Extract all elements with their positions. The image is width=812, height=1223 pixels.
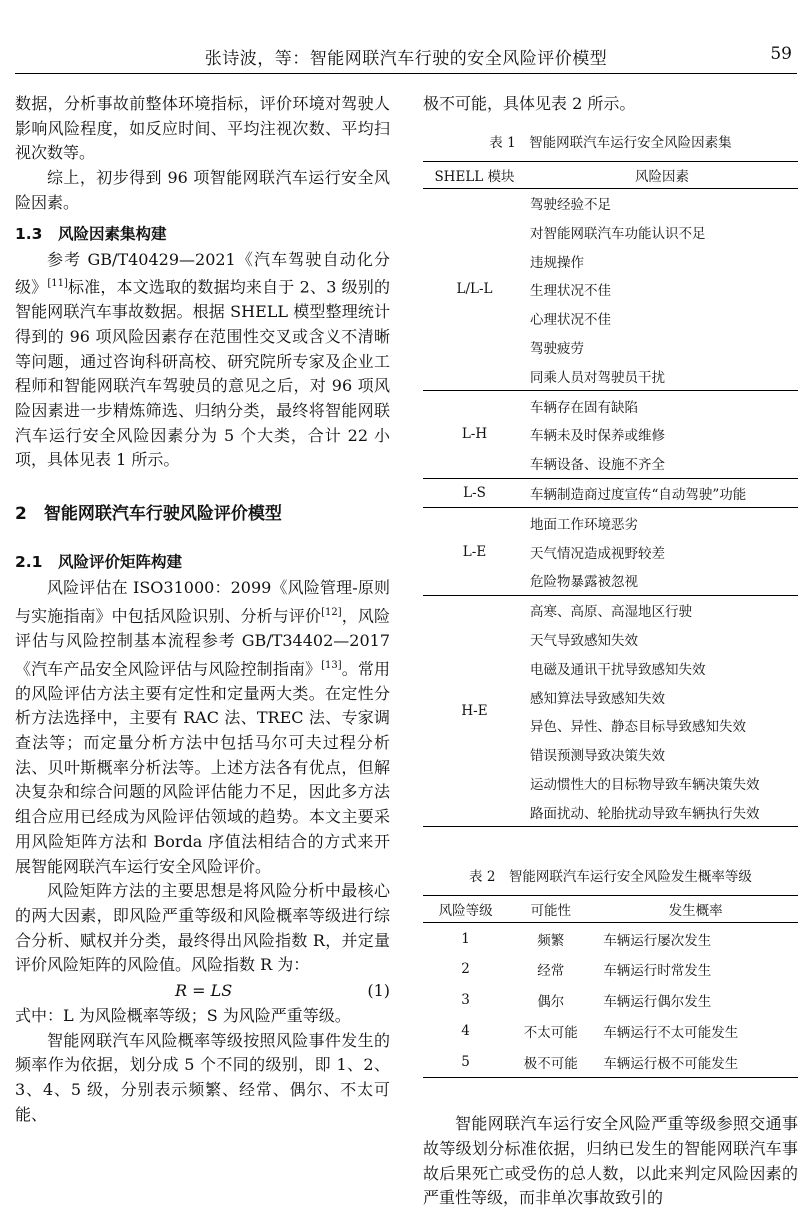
factor-group (423, 508, 798, 595)
occurrence-cell: 车辆运行极不可能发生 (603, 1055, 739, 1072)
running-title: 张诗波，等：智能网联汽车行驶的安全风险评价模型 (204, 49, 608, 69)
risk-factor-cell: 电磁及通讯干扰导致感知失效 (530, 661, 706, 678)
likelihood-cell: 不太可能 (523, 1025, 578, 1042)
risk-factor-cell: 危险物暴露被忽视 (530, 574, 638, 591)
table-row (423, 923, 798, 954)
paragraph: 式中：L 为风险概率等级；S 为风险严重等级。 (15, 1006, 351, 1026)
section-heading-1-3: 1.3 风险因素集构建 (15, 224, 167, 243)
table-row (423, 508, 798, 537)
equation-body: R = LS (175, 981, 233, 1001)
level-cell: 5 (461, 1053, 470, 1070)
risk-factor-cell: 对智能网联汽车功能认识不足 (530, 225, 706, 242)
level-cell: 1 (461, 930, 470, 947)
paragraph: 参考 GB/T40429—2021《汽车驾驶自动化分级》[11]标准，本文选取的数据均来自于 2、3 级别的智能网联汽车事故数据。根据 SHELL 模型整理统计得到的 96 项风险因素存在范围性交叉或含义不清晰等问题，通过咨询科研高校、研究院所专家及企业工程师和智能网联汽车驾驶员的意见之后，对 96 项风险因素进一步精炼筛选、归纳分类，最终将智能网联汽车运行安全风险因素分为 5 个大类，合计 22 小项，具体见表 1 所示。 (15, 249, 390, 470)
table-row (423, 1046, 798, 1077)
column-header: SHELL 模块 (434, 168, 515, 185)
risk-factor-cell: 同乘人员对驾驶员干扰 (530, 369, 665, 386)
risk-factor-cell: 高寒、高原、高湿地区行驶 (530, 604, 692, 621)
paragraph: 综上，初步得到 96 项智能网联汽车运行安全风险因素。 (15, 168, 390, 212)
risk-factor-cell: 车辆设备、设施不齐全 (530, 457, 665, 474)
table-1-caption: 表 1 智能网联汽车运行安全风险因素集 (489, 134, 732, 151)
column-header: 风险等级 (438, 903, 493, 920)
section-heading-2: 2 智能网联汽车行驶风险评价模型 (15, 504, 282, 525)
header-rule (15, 73, 797, 74)
shell-module-cell: L-H (461, 426, 488, 443)
table-row (423, 391, 798, 420)
shell-module-cell: L/L-L (456, 281, 493, 298)
likelihood-cell: 极不可能 (523, 1055, 578, 1072)
likelihood-cell: 经常 (537, 963, 565, 980)
table-row (423, 188, 798, 217)
citation-11: [11] (47, 278, 68, 290)
page-header (0, 0, 812, 70)
occurrence-cell: 车辆运行时常发生 (603, 963, 712, 980)
risk-factor-cell: 天气导致感知失效 (530, 633, 638, 650)
risk-factor-cell: 车辆存在固有缺陷 (530, 399, 638, 416)
paragraph: 数据，分析事故前整体环境指标，评价环境对驾驶人影响风险程度，如反应时间、平均注视次数、平均扫视次数等。 (15, 94, 390, 163)
equation-number: (1) (367, 981, 390, 1001)
factor-group (423, 595, 798, 826)
section-heading-2-1: 2.1 风险评价矩阵构建 (15, 553, 182, 572)
level-cell: 4 (461, 1023, 470, 1040)
risk-factor-cell: 感知算法导致感知失效 (530, 690, 665, 707)
column-header: 风险因素 (635, 168, 689, 185)
paragraph: 风险矩阵方法的主要思想是将风险分析中最核心的两大因素，即风险严重等级和风险概率等级进行综合分析、赋权并分类，最终得出风险指数 R，并定量评价风险矩阵的风险值。风险指数 R 为： (15, 881, 390, 975)
risk-factor-cell: 异色、异性、静态目标导致感知失效 (530, 719, 746, 736)
level-cell: 2 (461, 961, 470, 978)
factor-group (423, 478, 798, 508)
likelihood-cell: 偶尔 (537, 994, 565, 1011)
risk-factor-table (423, 161, 798, 828)
table-row (423, 985, 798, 1016)
occurrence-cell: 车辆运行不太可能发生 (603, 1025, 739, 1042)
paragraph: 风险评估在 ISO31000：2099《风险管理-原则与实施指南》中包括风险识别、分析与评价[12]，风险评估与风险控制基本流程参考 GB/T34402—2017《汽车产品安全风险评估与风险控制指南》[13]。常用的风险评估方法主要有定性和定量两大类。在定性分析方法选择中，主要有 RAC 法、TREC 法、专家调查法等；而定量分析方法中包括马尔可夫过程分析法、贝叶斯概率分析法等。上述方法各有优点，但解决复杂和综合问题的风险评估能力不足，因此多方法组合应用已经成为风险评估领域的趋势。本文主要采用风险矩阵方法和 Borda 序值法相结合的方式来开展智能网联汽车运行安全风险评价。 (15, 578, 390, 876)
level-cell: 3 (461, 992, 470, 1009)
shell-module-cell: H-E (461, 703, 488, 720)
left-column (15, 92, 390, 1128)
column-header: 可能性 (530, 903, 571, 920)
risk-factor-cell: 驾驶疲劳 (530, 341, 584, 358)
risk-factor-cell: 天气情况造成视野较差 (530, 545, 665, 562)
risk-factor-cell: 运动惯性大的目标物导致车辆决策失效 (530, 777, 760, 794)
risk-factor-cell: 错误预测导致决策失效 (530, 748, 665, 765)
risk-factor-cell: 违规操作 (530, 254, 584, 271)
citation-12: [12] (321, 606, 342, 618)
occurrence-cell: 车辆运行偶尔发生 (603, 994, 712, 1011)
factor-group (423, 391, 798, 478)
table-row (423, 954, 798, 985)
occurrence-cell: 车辆运行屡次发生 (603, 932, 712, 949)
risk-factor-cell: 地面工作环境恶劣 (530, 516, 638, 533)
risk-factor-cell: 生理状况不佳 (530, 283, 611, 300)
likelihood-cell: 频繁 (537, 932, 565, 949)
right-column (423, 92, 798, 1211)
risk-factor-cell: 驾驶经验不足 (530, 197, 611, 214)
shell-module-cell: L-S (463, 485, 486, 502)
risk-factor-cell: 车辆制造商过度宣传“自动驾驶”功能 (530, 487, 747, 504)
risk-factor-cell: 路面扰动、轮胎扰动导致车辆执行失效 (530, 805, 760, 822)
shell-module-cell: L-E (462, 543, 487, 560)
risk-factor-cell: 心理状况不佳 (530, 312, 611, 329)
paragraph: 极不可能，具体见表 2 所示。 (423, 94, 636, 113)
risk-factor-cell: 车辆未及时保养或维修 (530, 428, 665, 445)
paragraph: 智能网联汽车风险概率等级按照风险事件发生的频率作为依据，划分成 5 个不同的级别，即 1、2、3、4、5 级，分别表示频繁、经常、偶尔、不太可能、 (15, 1030, 390, 1124)
probability-level-table (423, 895, 798, 1078)
paragraph: 智能网联汽车运行安全风险严重等级参照交通事故等级划分标准依据，归纳已发生的智能网联汽车事故后果死亡或受伤的总人数，以此来判定风险因素的严重性等级，而非单次事故致引的 (423, 1114, 798, 1208)
table-2-caption: 表 2 智能网联汽车运行安全风险发生概率等级 (469, 869, 752, 886)
table-row (423, 478, 798, 508)
table-row (423, 1016, 798, 1047)
page-number: 59 (770, 44, 792, 64)
column-header: 发生概率 (668, 903, 723, 920)
citation-13: [13] (321, 659, 342, 671)
factor-group (423, 188, 798, 391)
equation-1 (15, 978, 390, 1004)
table-row (423, 595, 798, 624)
